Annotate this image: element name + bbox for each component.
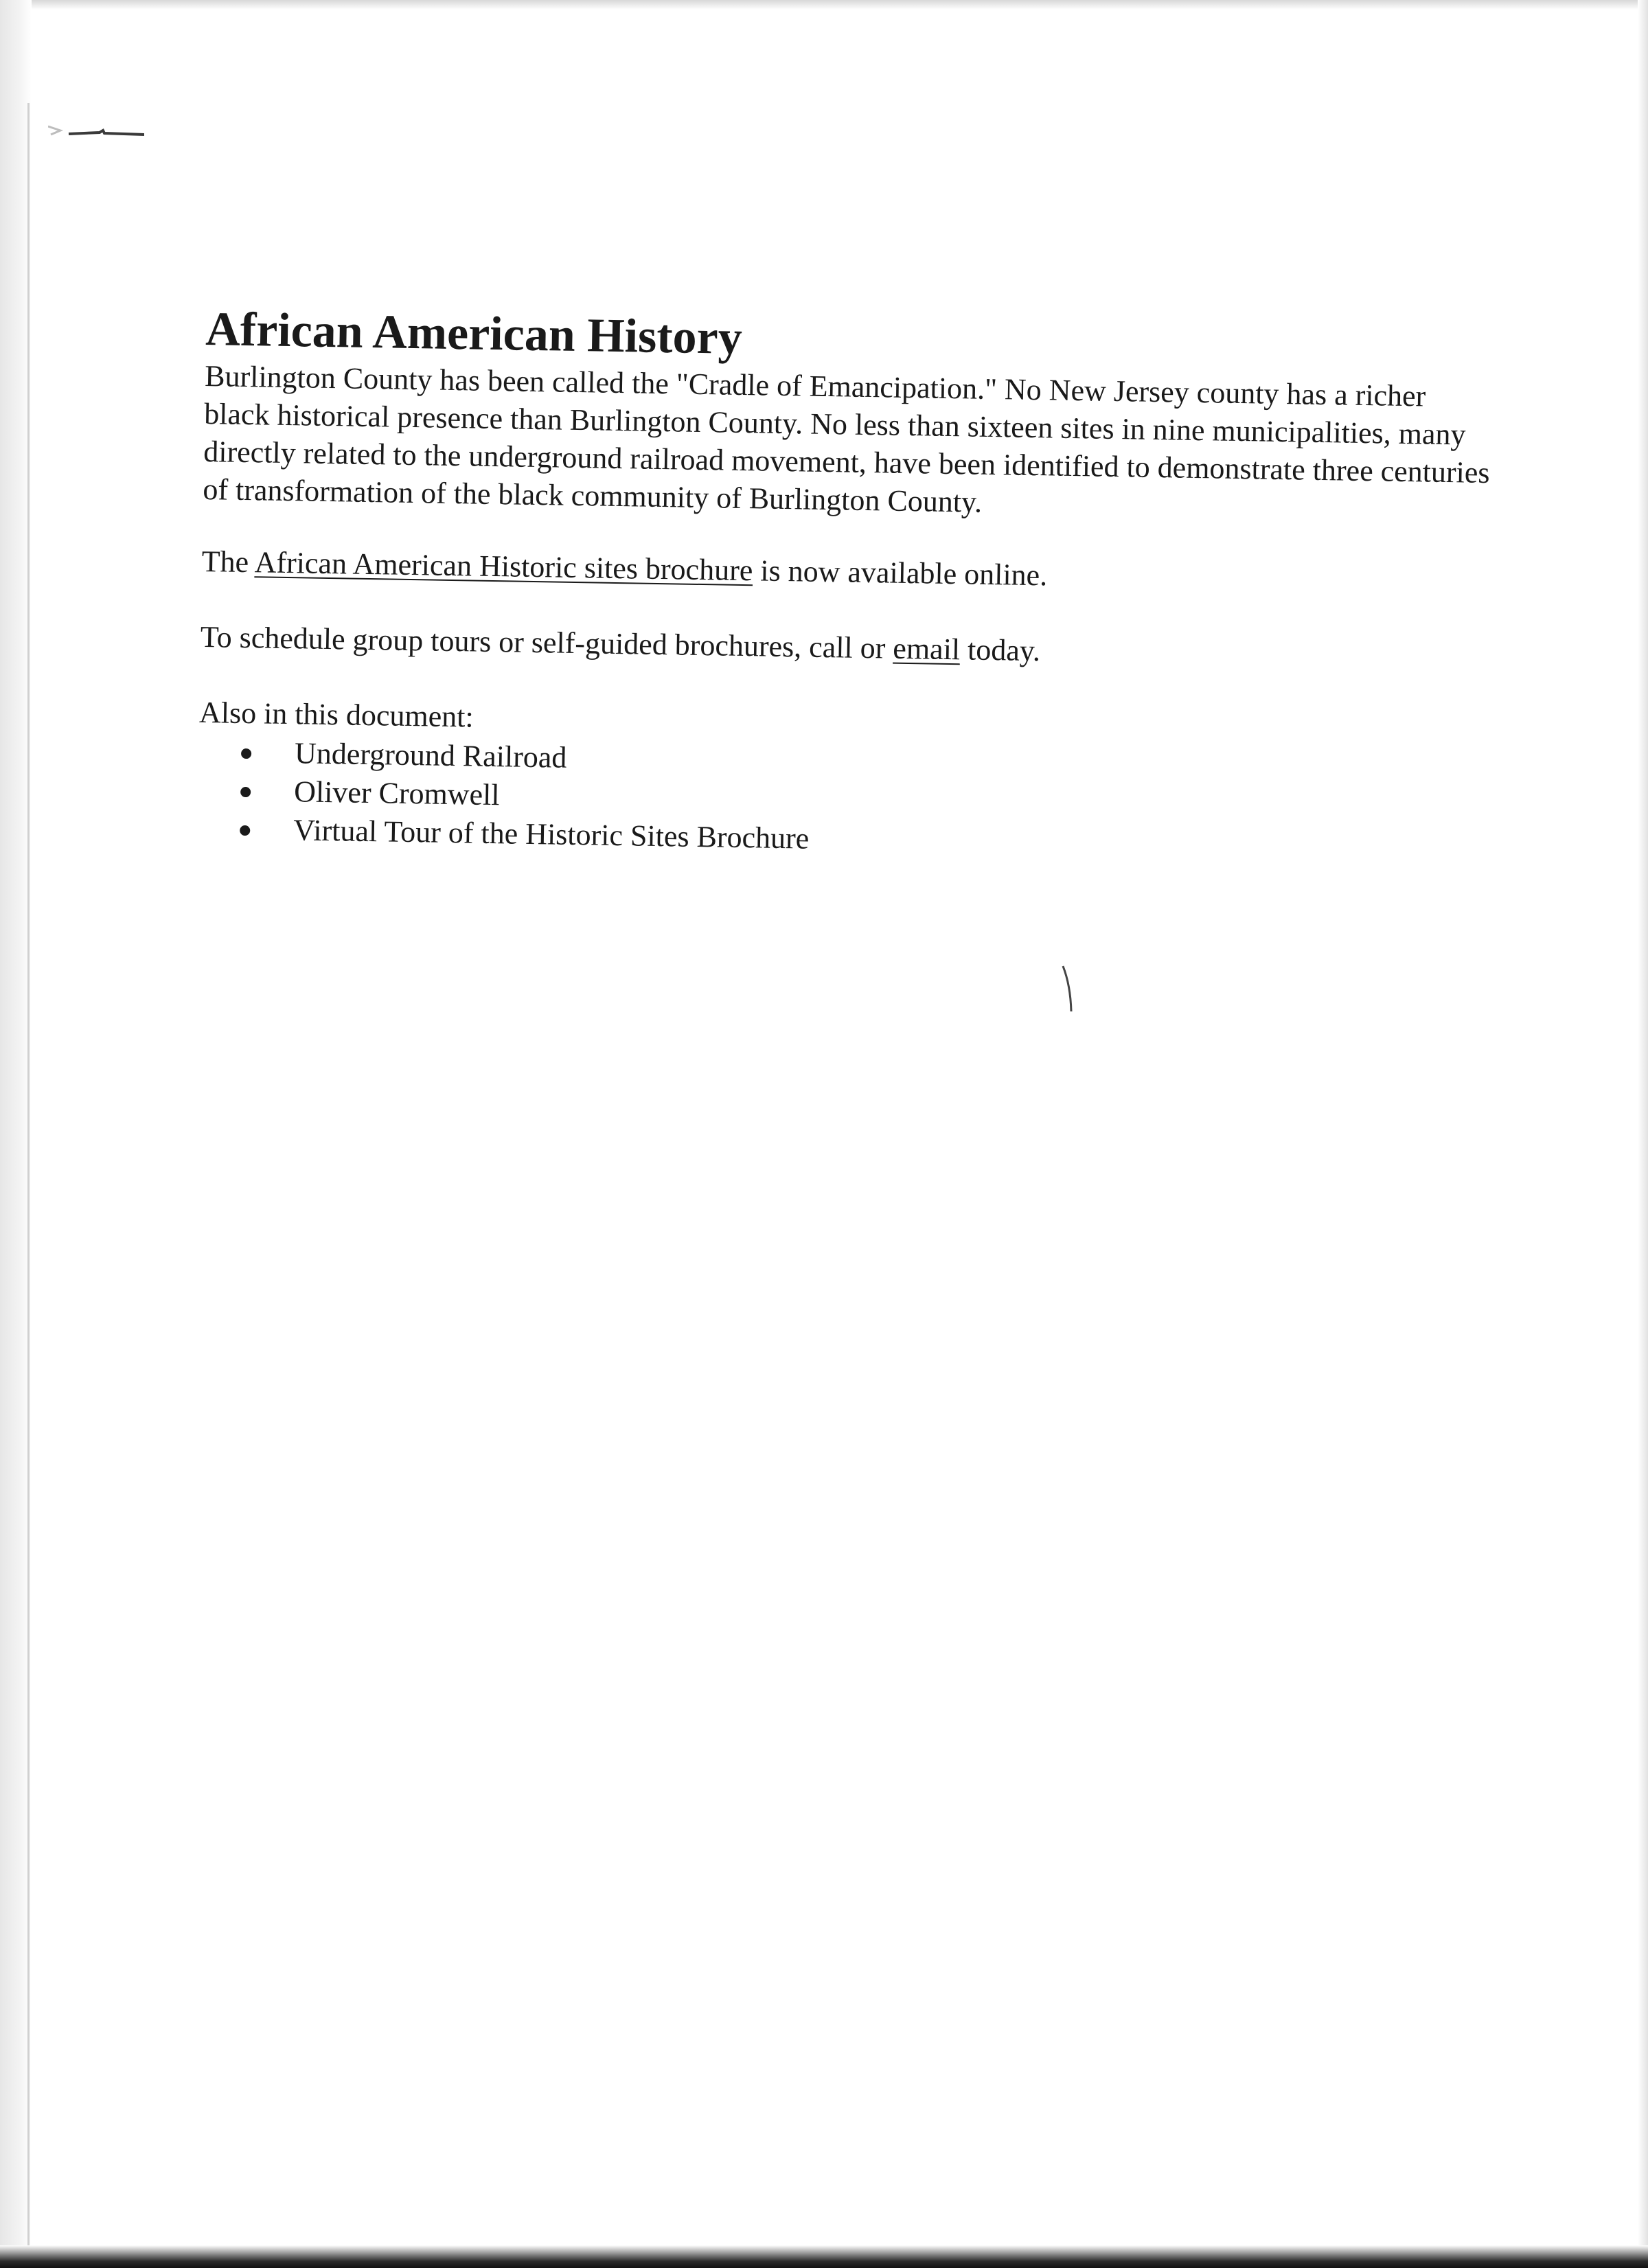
scan-bottom-edge	[0, 2245, 1648, 2268]
scan-right-edge	[1638, 0, 1648, 2268]
stray-pen-mark	[1061, 965, 1075, 1013]
email-link[interactable]: email	[893, 631, 961, 667]
schedule-suffix: today.	[959, 632, 1041, 668]
list-item-label: Underground Railroad	[294, 736, 567, 775]
scan-top-edge	[0, 0, 1648, 10]
also-label: Also in this document:	[198, 695, 474, 734]
also-list	[197, 733, 1490, 869]
bullet-icon	[240, 787, 251, 797]
corner-staple-mark	[48, 124, 144, 144]
bullet-icon	[240, 825, 250, 836]
document-body	[197, 302, 1497, 869]
brochure-suffix: is now available online.	[752, 553, 1048, 593]
page-title: African American History	[205, 302, 743, 365]
list-item-label: Virtual Tour of the Historic Sites Brochure	[293, 813, 810, 856]
scan-left-edge	[27, 103, 30, 2245]
brochure-prefix: The	[201, 544, 255, 580]
intro-paragraph: Burlington County has been called the "Cradle of Emancipation." No New Jersey county has a richer black historical presence than Burlington County. No less than sixteen sites in nine municipalities, many directly related to the underground railroad movement, have been identified to demonstrate three centuries of transformation of the black community of Burlington County.	[203, 358, 1490, 519]
brochure-paragraph	[201, 542, 1493, 602]
schedule-paragraph	[200, 618, 1491, 677]
list-item-label: Oliver Cromwell	[293, 775, 500, 812]
bullet-icon	[241, 748, 251, 759]
schedule-prefix: To schedule group tours or self-guided brochures, call or	[200, 619, 893, 665]
brochure-link[interactable]: African American Historic sites brochure	[254, 545, 753, 588]
